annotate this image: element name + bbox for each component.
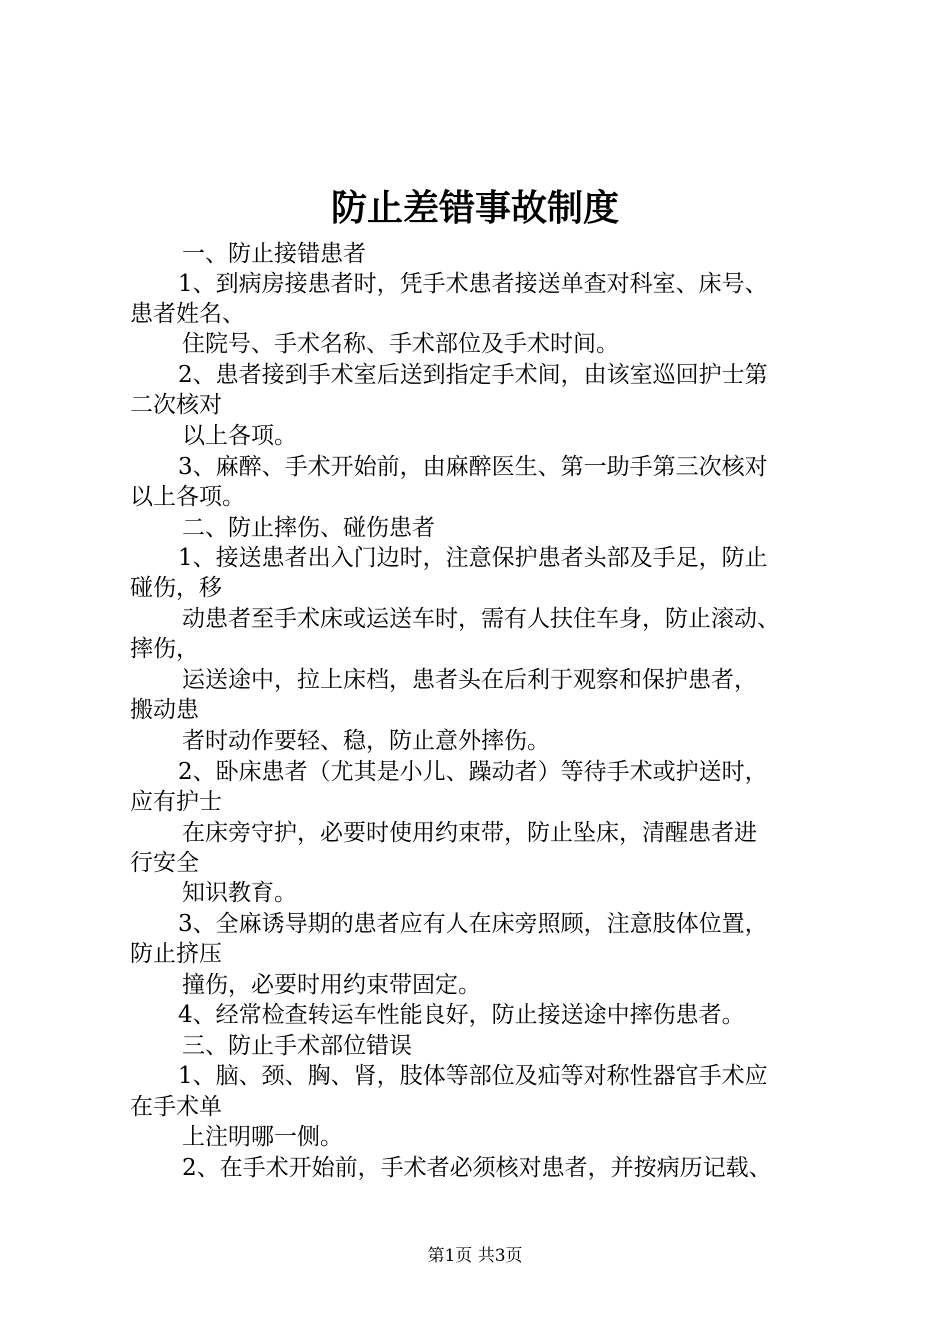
page-title: 防止差错事故制度 [330, 187, 619, 229]
body-line: 动患者至手术床或运送车时，需有人扶住车身，防止滚动、 [182, 606, 780, 632]
body-line: 在手术单 [130, 1094, 222, 1120]
body-line: 2、在手术开始前，手术者必须核对患者，并按病历记载、 [182, 1155, 772, 1181]
body-line: 运送途中，拉上床档，患者头在后利于观察和保护患者， [182, 667, 757, 693]
body-line: 1、接送患者出入门边时，注意保护患者头部及手足，防止 [178, 545, 768, 571]
body-line: 1、到病房接患者时，凭手术患者接送单查对科室、床号、 [178, 271, 768, 297]
body-line: 患者姓名、 [130, 301, 245, 327]
body-line: 知识教育。 [182, 880, 297, 906]
body-line: 碰伤，移 [130, 575, 222, 601]
body-line: 者时动作要轻、稳，防止意外摔伤。 [182, 728, 550, 754]
body-line: 住院号、手术名称、手术部位及手术时间。 [182, 331, 619, 357]
body-line: 应有护士 [130, 789, 222, 815]
body-line: 三、防止手术部位错误 [182, 1033, 412, 1059]
body-line: 3、全麻诱导期的患者应有人在床旁照顾，注意肢体位置， [178, 911, 768, 937]
body-line: 二次核对 [130, 392, 222, 418]
body-line: 4、经常检查转运车性能良好，防止接送途中摔伤患者。 [178, 1002, 745, 1028]
body-line: 一、防止接错患者 [182, 241, 366, 267]
body-line: 二、防止摔伤、碰伤患者 [182, 515, 435, 541]
body-line: 撞伤，必要时用约束带固定。 [182, 972, 481, 998]
body-line: 搬动患 [130, 697, 199, 723]
body-line: 行安全 [130, 850, 199, 876]
page-indicator: 第1页 共3页 [427, 1246, 523, 1266]
body-line: 2、患者接到手术室后送到指定手术间，由该室巡回护士第 [178, 362, 768, 388]
body-line: 防止挤压 [130, 941, 222, 967]
body-line: 1、脑、颈、胸、肾，肢体等部位及疝等对称性器官手术应 [178, 1063, 768, 1089]
body-line: 2、卧床患者（尤其是小儿、躁动者）等待手术或护送时， [178, 759, 768, 785]
body-line: 摔伤， [130, 636, 199, 662]
body-line: 以上各项。 [130, 484, 245, 510]
body-line: 3、麻醉、手术开始前，由麻醉医生、第一助手第三次核对 [178, 454, 768, 480]
body-line: 上注明哪一侧。 [182, 1124, 343, 1150]
body-line: 在床旁守护，必要时使用约束带，防止坠床，清醒患者进 [182, 820, 757, 846]
body-line: 以上各项。 [182, 423, 297, 449]
